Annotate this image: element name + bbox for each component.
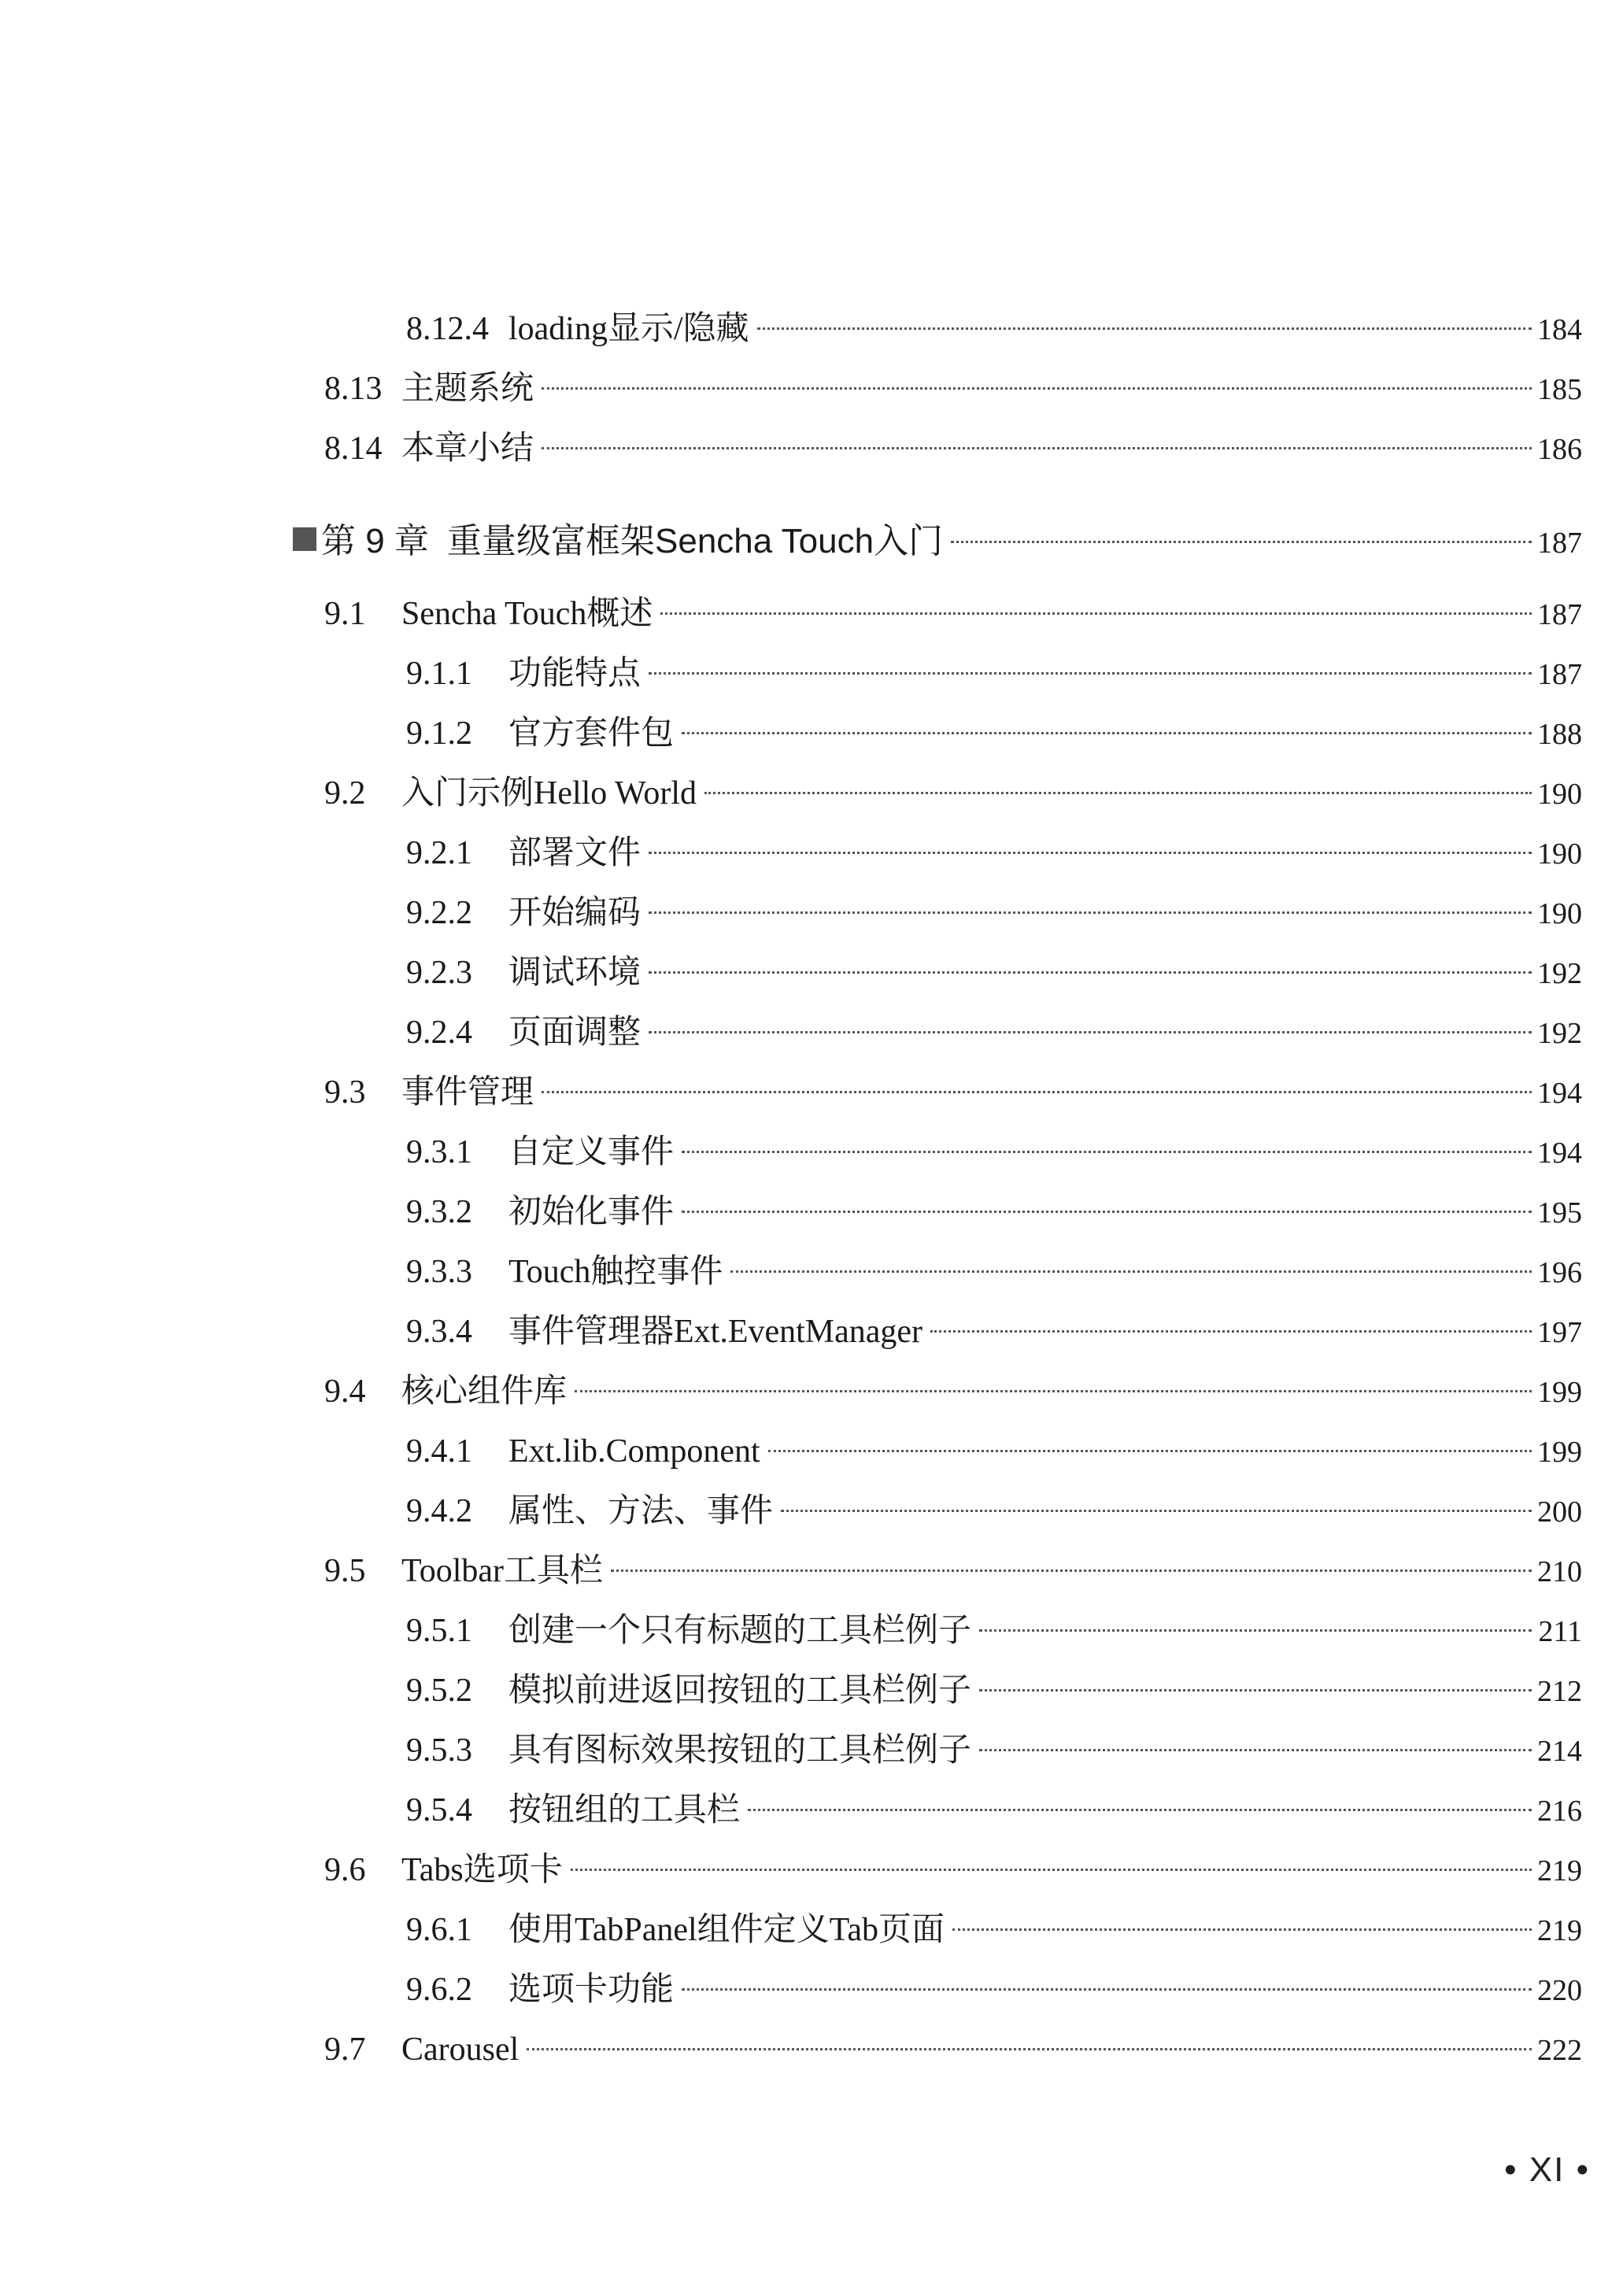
toc-entry-title: 模拟前进返回按钮的工具栏例子 (508, 1673, 972, 1709)
toc-entry-number: 9.6.2 (406, 1972, 472, 2008)
toc-entry (406, 831, 1582, 875)
toc-entry-page: 220 (1537, 1974, 1582, 2007)
toc-entry-title: loading显示/隐藏 (508, 311, 749, 347)
toc-entry-title: 按钮组的工具栏 (508, 1792, 741, 1828)
dot-leader (682, 732, 1532, 734)
toc-entry-page: 190 (1537, 837, 1582, 871)
toc-entry-number: 9.5.4 (406, 1792, 472, 1828)
dot-leader (730, 1270, 1532, 1273)
toc-entry-page: 194 (1537, 1077, 1582, 1110)
toc-entry-page: 219 (1537, 1914, 1582, 1947)
toc-entry-page: 219 (1537, 1854, 1582, 1887)
toc-entry-page: 190 (1537, 897, 1582, 930)
toc-entry-title: Touch触控事件 (508, 1254, 723, 1290)
dot-leader (979, 1629, 1532, 1632)
toc-entry (406, 1489, 1582, 1533)
toc-entry-title: 事件管理器Ext.EventManager (508, 1314, 923, 1350)
toc-entry-title: Tabs选项卡 (401, 1852, 563, 1888)
toc-entry-page: 187 (1537, 527, 1582, 560)
toc-entry-page: 186 (1537, 433, 1582, 466)
dot-leader (682, 1988, 1532, 1991)
toc-entry-number: 9.3.4 (406, 1314, 472, 1350)
toc-entry-number: 8.12.4 (406, 311, 489, 347)
toc-entry-page: 192 (1537, 1017, 1582, 1050)
dot-leader (571, 1869, 1532, 1871)
toc-entry (324, 592, 1582, 636)
toc-entry-page: 197 (1537, 1316, 1582, 1349)
dot-leader (542, 1091, 1532, 1093)
toc-entry-page: 212 (1537, 1675, 1582, 1708)
dot-leader (979, 1749, 1532, 1751)
toc-entry (324, 1848, 1582, 1892)
toc-entry-number: 8.14 (324, 431, 383, 467)
toc-entry-page: 195 (1537, 1196, 1582, 1229)
toc-entry-number: 9.5 (324, 1553, 366, 1589)
dot-leader (527, 2048, 1532, 2050)
dot-leader (951, 541, 1532, 543)
toc-entry-page: 199 (1537, 1376, 1582, 1409)
toc-entry (324, 367, 1582, 411)
dot-leader (542, 447, 1532, 449)
toc-entry (406, 891, 1582, 935)
toc-entry-title: 开始编码 (508, 895, 641, 931)
toc-entry-title: 自定义事件 (508, 1134, 675, 1170)
toc-entry (406, 712, 1582, 756)
toc-entry-title: 创建一个只有标题的工具栏例子 (508, 1613, 972, 1649)
toc-entry (406, 1190, 1582, 1234)
dot-leader (649, 1031, 1532, 1033)
toc-entry-number: 9.4.1 (406, 1433, 472, 1470)
toc-entry-title: 属性、方法、事件 (508, 1493, 774, 1529)
toc-entry (324, 2028, 1582, 2072)
dot-leader (611, 1569, 1532, 1572)
toc-entry (406, 307, 1582, 351)
dot-leader (682, 1151, 1532, 1153)
toc-entry-title: 具有图标效果按钮的工具栏例子 (508, 1732, 972, 1769)
toc-entry-number: 9.4 (324, 1374, 366, 1410)
toc-entry-number: 9.3 (324, 1074, 366, 1111)
toc-entry-number: 9.6 (324, 1852, 366, 1888)
toc-entry-page: 199 (1537, 1436, 1582, 1469)
dot-leader (930, 1330, 1532, 1333)
dot-leader (704, 792, 1532, 794)
toc-entry-page: 216 (1537, 1795, 1582, 1828)
toc-entry-number: 9.6.1 (406, 1912, 472, 1948)
dot-leader (649, 852, 1532, 854)
dot-leader (748, 1809, 1532, 1811)
toc-entry-title: 部署文件 (508, 835, 641, 871)
toc-entry-title: Ext.lib.Component (508, 1433, 760, 1470)
toc-entry-number: 9.5.2 (406, 1673, 472, 1709)
toc-entry-title: 调试环境 (508, 955, 641, 991)
toc-entry-page: 222 (1537, 2034, 1582, 2067)
toc-entry-title: 主题系统 (401, 371, 534, 407)
toc-entry-title: 重量级富框架Sencha Touch入门 (447, 522, 944, 560)
dot-leader (649, 971, 1532, 974)
toc-entry-page: 196 (1537, 1256, 1582, 1289)
toc-entry-title: 页面调整 (508, 1015, 641, 1051)
toc-entry-page: 184 (1537, 313, 1582, 346)
dot-leader (768, 1450, 1532, 1452)
toc-entry (406, 951, 1582, 995)
toc-entry (324, 1370, 1582, 1414)
toc-entry-title: Toolbar工具栏 (401, 1553, 604, 1589)
toc-entry-number: 9.3.2 (406, 1194, 472, 1230)
toc-entry (324, 771, 1582, 815)
page-number: • XI • (1504, 2150, 1590, 2189)
toc-entry-number: 9.5.3 (406, 1732, 472, 1769)
toc-entry-page: 194 (1537, 1137, 1582, 1170)
toc-entry (324, 427, 1582, 471)
dot-leader (660, 612, 1532, 615)
square-bullet-icon (293, 527, 316, 551)
toc-entry-number: 9.3.3 (406, 1254, 472, 1290)
toc-entry-title: Sencha Touch概述 (401, 596, 653, 632)
toc-entry-number: 9.1.2 (406, 715, 472, 752)
toc-entry-title: 初始化事件 (508, 1194, 675, 1230)
toc-entry-number: 9.4.2 (406, 1493, 472, 1529)
dot-leader (979, 1689, 1532, 1691)
toc-entry (406, 1968, 1582, 2012)
toc-entry (406, 1669, 1582, 1713)
dot-leader (952, 1928, 1532, 1931)
toc-entry-page: 187 (1537, 598, 1582, 631)
toc-entry-number: 9.2.4 (406, 1015, 472, 1051)
toc-entry-page: 200 (1537, 1496, 1582, 1529)
toc-entry-number: 8.13 (324, 371, 383, 407)
toc-entry-title: 使用TabPanel组件定义Tab页面 (508, 1912, 945, 1948)
toc-entry (406, 1908, 1582, 1952)
toc-entry-title: 入门示例Hello World (401, 775, 697, 812)
toc-entry-number: 9.5.1 (406, 1613, 472, 1649)
toc-entry-title: 本章小结 (401, 431, 534, 467)
toc-entry-page: 190 (1537, 778, 1582, 811)
dot-leader (757, 327, 1532, 330)
toc-entry (406, 1609, 1582, 1653)
toc-entry (406, 1429, 1582, 1473)
toc-entry-title: Carousel (401, 2032, 519, 2068)
dot-leader (682, 1211, 1532, 1213)
dot-leader (542, 387, 1532, 390)
toc-entry (406, 1310, 1582, 1354)
toc-entry (406, 652, 1582, 696)
toc-entry-number: 9.2.1 (406, 835, 472, 871)
toc-entry-title: 核心组件库 (401, 1374, 568, 1410)
toc-entry-page: 185 (1537, 373, 1582, 406)
toc-entry-page: 187 (1537, 658, 1582, 691)
toc-entry-title: 选项卡功能 (508, 1972, 675, 2008)
toc-entry (406, 1130, 1582, 1174)
toc-entry-title: 官方套件包 (508, 715, 675, 752)
toc-entry-number: 9.3.1 (406, 1134, 472, 1170)
toc-entry-number: 第 9 章 (321, 522, 429, 560)
dot-leader (649, 672, 1532, 675)
toc-entry-title: 功能特点 (508, 656, 641, 692)
dot-leader (575, 1390, 1532, 1392)
toc-entry-page: 214 (1537, 1735, 1582, 1768)
toc-entry (324, 1070, 1582, 1115)
toc-entry-title: 事件管理 (401, 1074, 534, 1111)
toc-entry-page: 211 (1538, 1615, 1582, 1648)
toc-entry (406, 1788, 1582, 1832)
toc-entry-number: 9.1 (324, 596, 366, 632)
dot-leader (781, 1510, 1532, 1512)
toc-entry-number: 9.2.2 (406, 895, 472, 931)
toc-entry (324, 1549, 1582, 1593)
dot-leader (649, 911, 1532, 914)
toc-chapter-entry (293, 519, 1582, 564)
toc-entry-number: 9.2.3 (406, 955, 472, 991)
toc-entry (406, 1250, 1582, 1294)
toc-entry (406, 1011, 1582, 1055)
toc-entry (406, 1728, 1582, 1773)
toc-entry-number: 9.7 (324, 2032, 366, 2068)
toc-entry-number: 9.2 (324, 775, 366, 812)
toc-entry-page: 192 (1537, 957, 1582, 990)
toc-entry-number: 9.1.1 (406, 656, 472, 692)
toc-entry-page: 188 (1537, 718, 1582, 751)
toc-entry-page: 210 (1537, 1555, 1582, 1588)
